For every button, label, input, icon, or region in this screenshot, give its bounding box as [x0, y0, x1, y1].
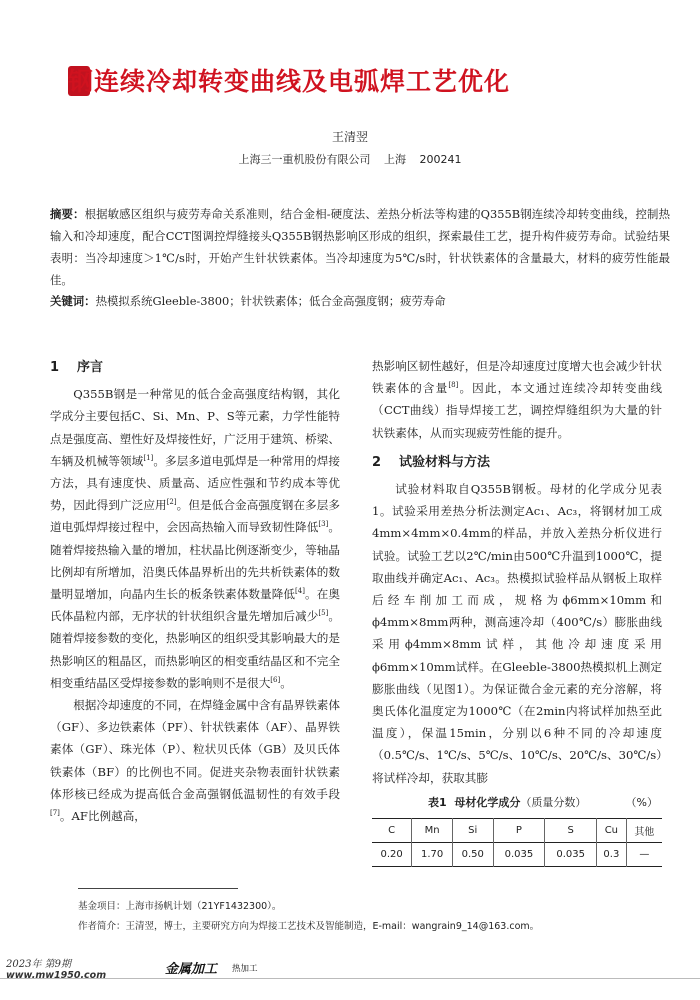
abstract-text: 根据敏感区组织与疲劳寿命关系准则，结合金相-硬度法、差热分析法等构建的Q355B钢连续冷却转变曲线，控制热输入和冷却速度，配合CCT图调控焊缝接头Q355B钢热影响区形成的组织，探索最佳工艺，提升构件疲劳寿命。试验结果表明：当冷却速度＞1℃/s时，开始产生针状铁素体。当冷却速度为5℃/s时，针状铁素体的含量最大，材料的疲劳性能最佳。 [50, 207, 670, 287]
table-cell: 0.035 [493, 843, 545, 867]
footer-divider [0, 978, 700, 979]
text-run: 。因此，本文通过连续冷却转变曲线（CCT曲线）指导焊接工艺，调控焊缝组织为大量的针状铁素体，从而实现疲劳性能的提升。 [372, 381, 662, 440]
section-heading-2 [372, 452, 662, 474]
table-header-cell: C [388, 825, 396, 836]
citation[interactable]: [3] [318, 520, 329, 529]
paragraph [50, 694, 340, 827]
table-header-cell: P [493, 819, 545, 843]
section-title-2: 试验材料与方法 [399, 454, 491, 470]
title-row [68, 62, 668, 102]
citation[interactable]: [1] [143, 453, 154, 462]
table-row [372, 843, 662, 867]
footnote-divider [78, 888, 238, 889]
table-unit: （质量分数） [520, 796, 587, 809]
citation[interactable]: [4] [295, 587, 305, 596]
keywords-label: 关键词： [50, 294, 96, 308]
table-cell: 0.20 [380, 849, 403, 860]
left-column [50, 355, 340, 827]
table-cell: 0.3 [597, 843, 627, 867]
table-caption-title [428, 796, 586, 809]
text-run: 。 [280, 675, 292, 690]
citation[interactable]: [6] [270, 675, 281, 684]
affiliation-city: 上海 [384, 153, 406, 166]
text-run: 作者简介：王清翌，博士，主要研究方向为焊接工艺技术及智能制造，E-mail： [78, 921, 412, 932]
citation[interactable]: [5] [318, 609, 329, 618]
table-caption [372, 794, 662, 810]
paragraph: 试验材料取自Q355B钢板。母材的化学成分见表1。试验采用差热分析法测定Ac₁、Ac₃，将钢材加工成4mm×4mm×0.4mm的样品，并放入差热分析仪进行试验。试验工艺以2℃/min由500℃升温到1000℃，提取曲线并确定Ac₁、Ac₃。热模拟试验样品从钢板上取样后经车削加工而成，规格为ϕ6mm×10mm和ϕ4mm×8mm两种，测高速冷却（400℃/s）膨胀曲线采用ϕ4mm×8mm试样，其他冷却速度采用ϕ6mm×10mm试样。在Gleeble-3800热模拟机上测定膨胀曲线（见图1）。为保证微合金元素的充分溶解，将奥氏体化温度定为1000℃（在2min内将试样加热至此温度），保温15min，分别以6种不同的冷却速度（0.5℃/s、1℃/s、5℃/s、10℃/s、20℃/s、30℃/s）将试样冷却，获取其膨 [372, 482, 662, 785]
right-column [372, 355, 662, 789]
composition-table [372, 818, 662, 867]
paragraph [372, 355, 662, 444]
abstract-label: 摘要： [50, 207, 85, 221]
text-run: 。随着焊接热输入量的增加，柱状晶比例逐渐变少，等轴晶比例却有所增加，沿奥氏体晶界析出的先共析铁素体的数量明显增加，向晶内生长的板条铁素体数量降低 [50, 520, 340, 602]
table-cell: 0.035 [545, 843, 597, 867]
text-run: 。随着焊接参数的变化，热影响区的组织受其影响最大的是热影响区的粗晶区，而热影响区的相变重结晶区和不完全相变重结晶区受焊接参数的影响则不是很大 [50, 609, 340, 690]
table-header-row [372, 819, 662, 843]
table-percent: （%） [625, 796, 658, 809]
table-cell: 1.70 [412, 843, 453, 867]
author-name: 王清翌 [331, 130, 368, 144]
page-title: 钢连续冷却转变曲线及电弧焊工艺优化 [68, 67, 511, 96]
section-title-1: 序言 [77, 360, 104, 375]
keywords [50, 291, 670, 311]
journal-logo: 金属加工 [165, 962, 218, 977]
footnote-fund: 基金项目：上海市扬帆计划（21YF1432300）。 [78, 901, 282, 912]
section-heading-1 [50, 357, 340, 379]
table-header-cell: Cu [597, 819, 627, 843]
paragraph [50, 383, 340, 694]
citation[interactable]: [7] [50, 809, 60, 818]
journal-website[interactable]: www.mw1950.com [6, 970, 107, 981]
table-header-cell: 其他 [626, 819, 662, 843]
table-label: 表1 [428, 796, 447, 809]
affiliation-org: 上海三一重机股份有限公司 [238, 153, 371, 166]
table-cell: — [626, 843, 662, 867]
section-number-2: 2 [372, 454, 382, 470]
section-number-1: 1 [50, 360, 60, 375]
abstract [50, 203, 670, 291]
table-header-cell: Mn [412, 819, 453, 843]
citation[interactable]: [2] [166, 498, 177, 507]
table-header-cell: Si [452, 819, 493, 843]
email-link[interactable]: wangrain9_14@163.com [411, 921, 530, 932]
author-affiliation [0, 151, 700, 167]
citation[interactable]: [8] [448, 381, 459, 390]
keywords-text: 热模拟系统Gleeble-3800；针状铁素体；低合金高强度钢；疲劳寿命 [95, 294, 446, 308]
text-run: 。AF比例越高， [59, 809, 146, 824]
issue-number: 2023年 第9期 [6, 959, 71, 970]
text-run: 。但是低合金高强度钢在多层多道电弧焊焊接过程中，会因高热输入而导致韧性降低 [50, 498, 340, 535]
table-cell: 0.50 [452, 843, 493, 867]
text-run: 热影响区韧性越好，但是冷却速度过度增大也会减少针状铁素体的含量 [372, 359, 662, 396]
text-run: 。在奥氏体晶粒内部，无序状的针状组织含量先增加后减少 [50, 587, 340, 624]
affiliation-zip: 200241 [419, 153, 462, 166]
text-run: 根据冷却速度的不同，在焊缝金属中含有晶界铁素体（GF）、多边铁素体（PF）、针状铁素体（AF）、晶界铁素体（GF）、珠光体（P）、粒状贝氏体（GB）及贝氏体铁素体（BF）的比例也不同。促进夹杂物表面针状铁素体形核已经成为提高低合金高强钢低温韧性的有效手段 [50, 698, 340, 801]
text-run: 。 [529, 921, 540, 932]
table-header-cell: S [545, 819, 597, 843]
journal-section: 热加工 [232, 964, 258, 974]
table-title: 母材化学成分 [454, 796, 521, 809]
text-run: 。多层多道电弧焊是一种常用的焊接方法，具有速度快、质量高、适应性强和节约成本等优势，因此得到广泛应用 [50, 453, 340, 513]
text-run: Q355B钢是一种常见的低合金高强度结构钢，其化学成分主要包括C、Si、Mn、P、S等元素，力学性能特点是强度高、塑性好及焊接性好，广泛用于建筑、桥梁、车辆及机械等领域 [50, 387, 340, 468]
footnote-author-bio [78, 918, 539, 932]
